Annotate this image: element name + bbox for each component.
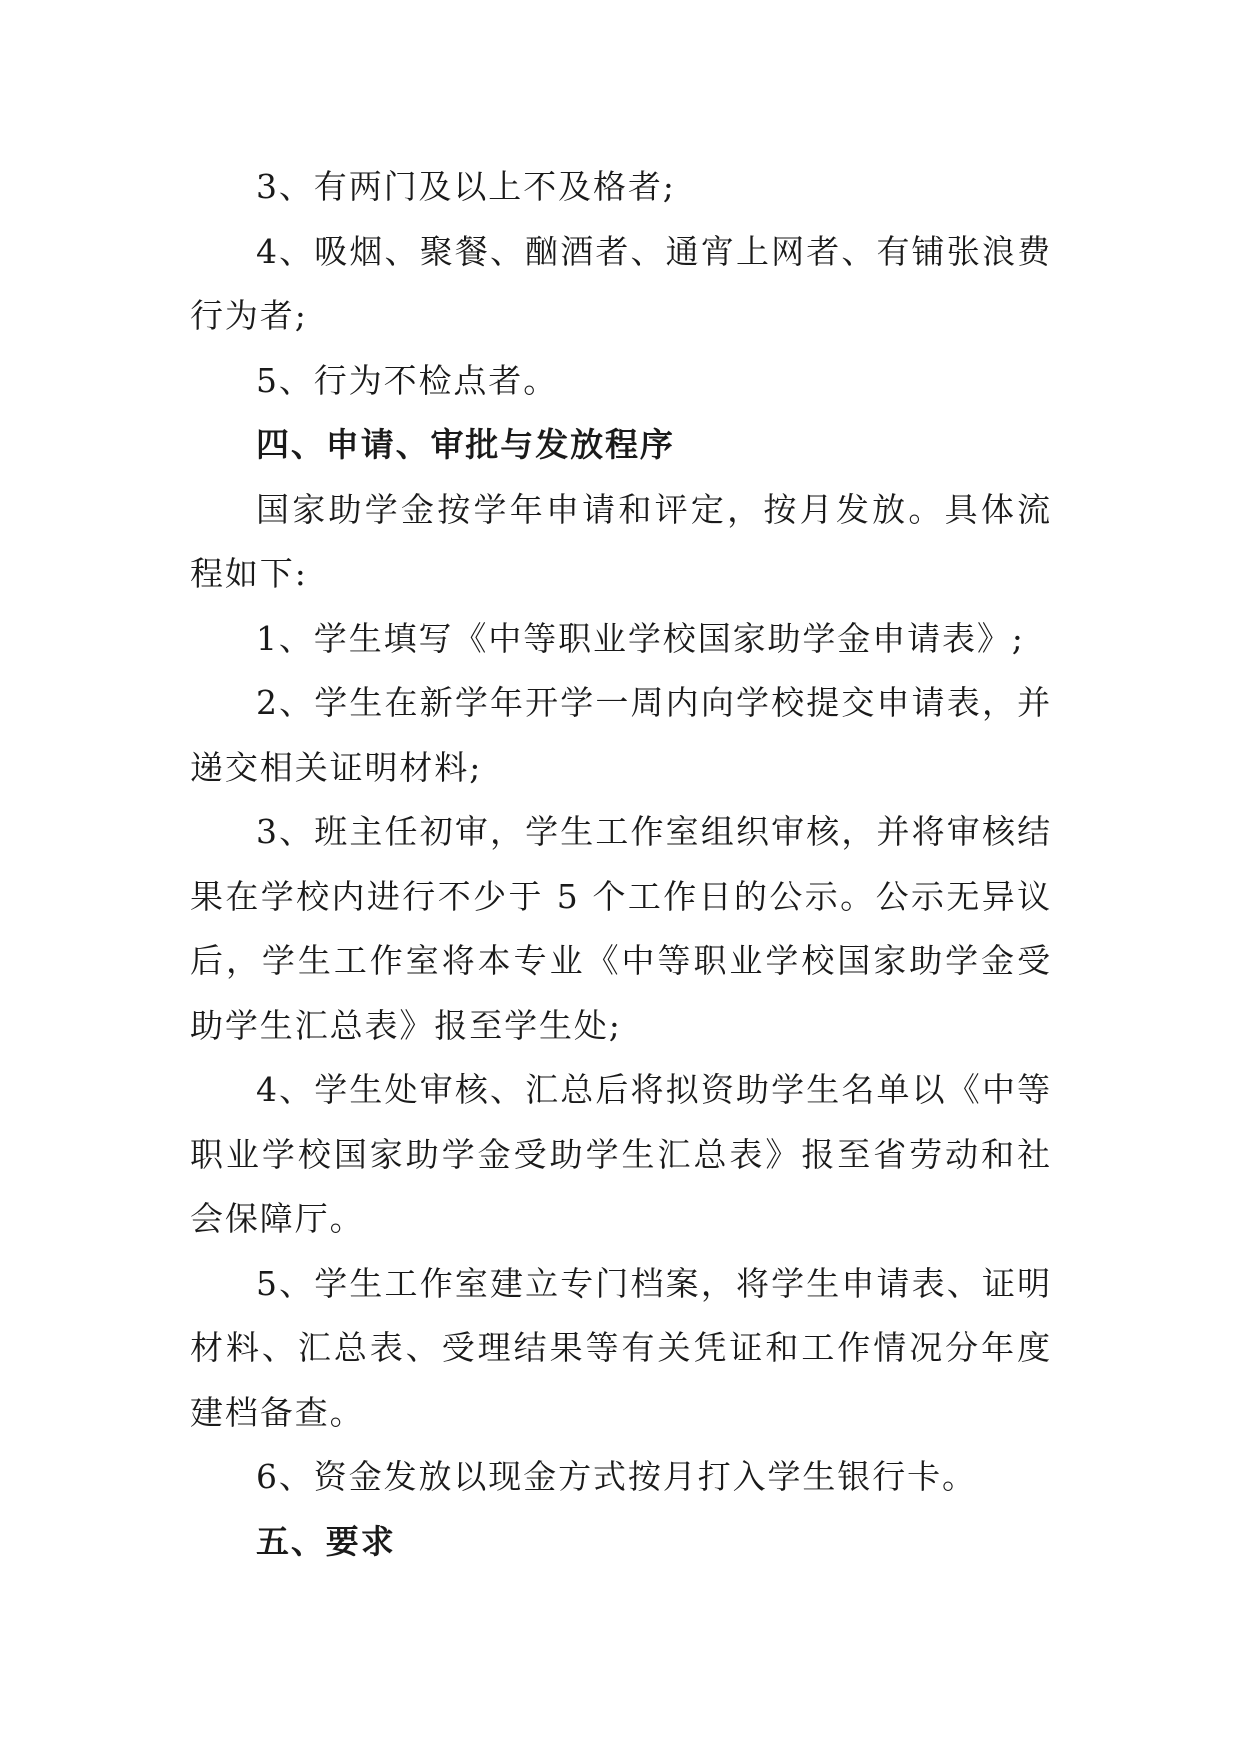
list-item-3: 3、有两门及以上不及格者; — [256, 167, 676, 206]
list-item-5: 5、行为不检点者。 — [256, 360, 559, 400]
procedure-step-6: 6、资金发放以现金方式按月打入学生银行卡。 — [256, 1457, 977, 1496]
procedure-step-1: 1、学生填写《中等职业学校国家助学金申请表》; — [256, 618, 1025, 658]
section-heading-4: 四、申请、审批与发放程序 — [256, 425, 675, 464]
section-heading-5: 五、要求 — [256, 1521, 396, 1561]
section-intro-paragraph: 国家助学金按学年申请和评定，按月发放。具体流程如下: — [190, 489, 1052, 593]
document-body — [190, 155, 1052, 1574]
procedure-step-3: 3、班主任初审，学生工作室组织审核，并将审核结果在学校内进行不少于 5 个工作日的公示。公示无异议后，学生工作室将本专业《中等职业学校国家助学金受助学生汇总表》报至学生处; — [190, 812, 1052, 1045]
procedure-step-4: 4、学生处审核、汇总后将拟资助学生名单以《中等职业学校国家助学金受助学生汇总表》报至省劳动和社会保障厅。 — [190, 1070, 1052, 1238]
list-item-4: 4、吸烟、聚餐、酗酒者、通宵上网者、有铺张浪费行为者; — [190, 231, 1052, 335]
procedure-step-5: 5、学生工作室建立专门档案，将学生申请表、证明材料、汇总表、受理结果等有关凭证和工作情况分年度建档备查。 — [190, 1263, 1052, 1432]
procedure-step-2: 2、学生在新学年开学一周内向学校提交申请表，并递交相关证明材料; — [190, 683, 1052, 787]
